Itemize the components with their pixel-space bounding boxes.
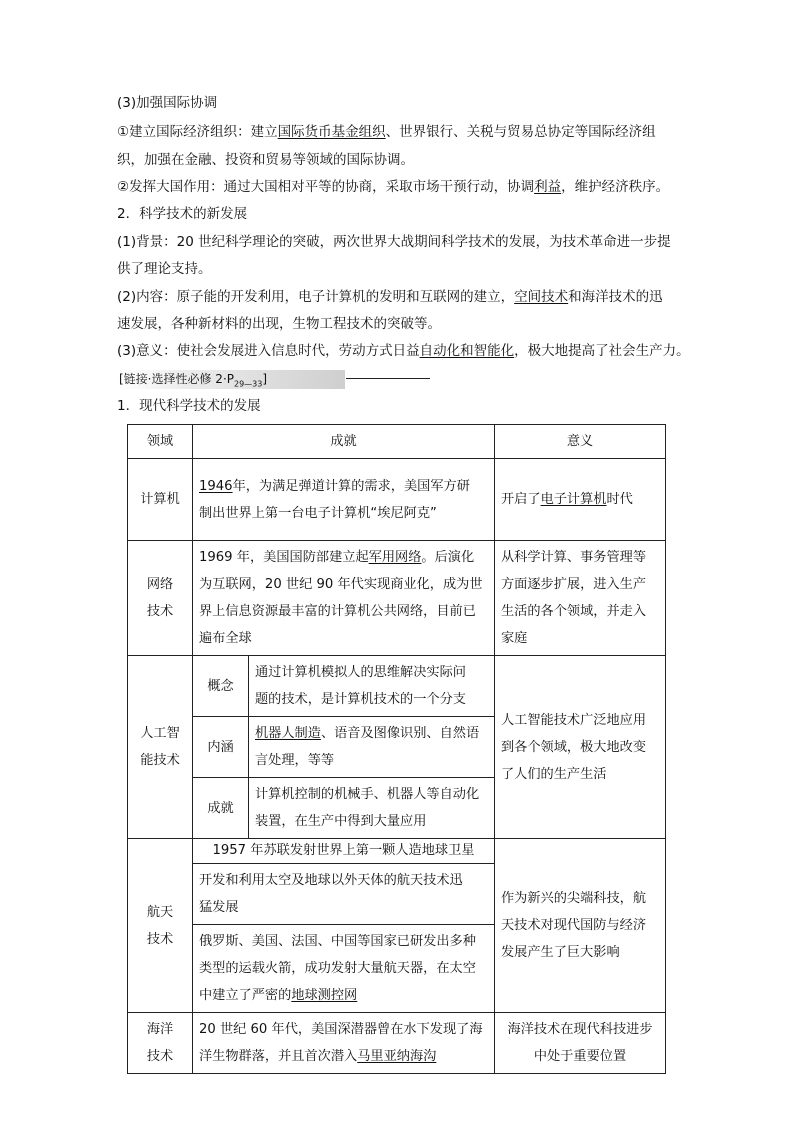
field-space — [128, 839, 193, 1013]
table-row-network — [128, 541, 666, 656]
text-run: 海洋技术在现代科技进步 — [507, 1022, 653, 1037]
field-ocean — [128, 1013, 193, 1074]
header-achievement: 成就 — [193, 425, 495, 459]
text-run: 界上信息资源最丰富的计算机公共网络，目前已 — [199, 604, 476, 619]
text-run: 通过计算机模拟人的思维解决实际问 — [255, 665, 466, 680]
section3-item1-line2: 织，加强在金融、投资和贸易等领域的国际协调。 — [117, 152, 414, 168]
section3-item2 — [117, 178, 669, 196]
section3-heading: (3)加强国际协调 — [117, 95, 218, 111]
underlined-term: 电子计算机 — [540, 492, 607, 507]
table-title: 1．现代科学技术的发展 — [117, 398, 261, 414]
text-run: 中建立了严密的 — [199, 988, 292, 1003]
text-run: 20 世纪 60 年代，美国深潜器曾在水下发现了海 — [199, 1022, 483, 1037]
space-achievement-3 — [193, 925, 495, 1013]
ai-concept-text — [249, 656, 495, 717]
underlined-term: 机器人制造 — [255, 726, 321, 741]
text-run: 方面逐步扩展，进入生产 — [501, 577, 647, 592]
text-run: 和海洋技术的迅 — [568, 289, 663, 305]
link-tag-text: [链接·选择性必修 2·P — [119, 372, 234, 386]
field-computer: 计算机 — [128, 459, 193, 541]
textbook-link-tag — [117, 370, 345, 389]
table-row-space-1 — [128, 839, 666, 864]
text-run: 为互联网，20 世纪 90 年代实现商业化，成为世 — [199, 577, 483, 592]
text-run: 人工智 — [140, 726, 180, 741]
text-run: 技术 — [146, 1049, 174, 1064]
ai-achievement-text — [249, 778, 495, 839]
header-significance: 意义 — [495, 425, 666, 459]
text-run: 中处于重要位置 — [533, 1049, 627, 1064]
text-run: 遍布全球 — [199, 631, 252, 646]
table-row-ai-concept — [128, 656, 666, 717]
header-field: 领域 — [128, 425, 193, 459]
text-run: 家庭 — [501, 631, 528, 646]
text-run: 洋生物群落，并且首次潜入 — [199, 1049, 358, 1064]
underlined-term: 空间技术 — [514, 289, 569, 305]
text-run: 制出世界上第一台电子计算机“埃尼阿克” — [199, 505, 437, 521]
table-row-ocean — [128, 1013, 666, 1074]
content-line1 — [117, 288, 663, 306]
background-line1: (1)背景：20 世纪科学理论的突破，两次世界大战期间科学技术的发展，为技术革命进一步提 — [117, 234, 671, 250]
text-run: 作为新兴的尖端科技，航 — [501, 891, 647, 906]
text-run: 天技术对现代国防与经济 — [501, 918, 647, 933]
text-run: 类型的运载火箭，成功发射大量航天器，在太空 — [199, 961, 476, 976]
text-run: 、语音及图像识别、自然语 — [320, 726, 480, 741]
field-network — [128, 541, 193, 656]
significance-computer — [495, 459, 666, 541]
text-run: 装置，在生产中得到大量应用 — [255, 814, 427, 829]
text-run: 从科学计算、事务管理等 — [501, 550, 647, 565]
text-run: 猛发展 — [199, 900, 239, 915]
text-run: (3)意义：使社会发展进入信息时代，劳动方式日益 — [117, 343, 420, 359]
text-run: 俄罗斯、美国、法国、中国等国家已研发出多种 — [199, 934, 476, 949]
text-run: 海洋 — [146, 1022, 174, 1037]
achievement-computer — [193, 459, 495, 541]
ai-concept-label: 概念 — [193, 656, 249, 717]
text-run: 开发和利用太空及地球以外天体的航天技术迅 — [199, 873, 463, 888]
text-run: ，维护经济秩序。 — [561, 179, 670, 195]
significance-line — [117, 342, 690, 360]
significance-ocean — [495, 1013, 666, 1074]
underlined-term: 自动化和智能化 — [419, 343, 515, 359]
significance-ai — [495, 656, 666, 839]
achievement-ocean — [193, 1013, 495, 1074]
science-heading: 2．科学技术的新发展 — [117, 206, 248, 222]
underlined-term: 马里亚纳海沟 — [357, 1049, 437, 1064]
field-ai — [128, 656, 193, 839]
text-run: 生活的各个领域，并走入 — [501, 604, 647, 619]
background-line2: 供了理论支持。 — [117, 261, 212, 277]
text-run: ①建立国际经济组织：建立 — [117, 124, 278, 140]
underlined-term: 1946 — [199, 478, 233, 494]
text-run: 到各个领域，极大地改变 — [501, 739, 647, 755]
tech-development-table — [127, 424, 666, 1074]
text-run: 、世界银行、关税与贸易总协定等国际经济组 — [385, 124, 656, 140]
ai-content-text — [249, 717, 495, 778]
ai-content-label: 内涵 — [193, 717, 249, 778]
text-run: 人工智能技术广泛地应用 — [501, 712, 647, 728]
text-run: 言处理，等等 — [255, 753, 335, 768]
text-run: 了人们的生产生活 — [501, 766, 607, 782]
text-run: 开启了 — [501, 492, 541, 507]
content-line2: 速发展，各种新材料的出现，生物工程技术的突破等。 — [117, 316, 441, 332]
text-run: 时代 — [606, 492, 633, 507]
text-run: 技术 — [146, 931, 174, 947]
underlined-term: 利益 — [534, 179, 562, 195]
text-run: 航天 — [146, 904, 174, 920]
underlined-term: 军用网络 — [368, 550, 422, 565]
text-run: 技术 — [146, 604, 174, 619]
text-run: 能技术 — [140, 753, 180, 768]
text-run: 。后演化 — [421, 550, 475, 565]
text-run: 网络 — [146, 577, 174, 592]
text-run: 年，为满足弹道计算的需求，美国军方研 — [232, 478, 470, 494]
space-achievement-1: 1957 年苏联发射世界上第一颗人造地球卫星 — [193, 839, 495, 864]
text-run: ②发挥大国作用：通过大国相对平等的协商，采取市场干预行动，协调 — [117, 179, 535, 195]
underlined-term: 地球测控网 — [291, 988, 358, 1003]
text-run: ，极大地提高了社会生产力。 — [514, 343, 690, 359]
text-run: 计算机控制的机械手、机器人等自动化 — [255, 787, 480, 802]
text-run: 1969 年，美国国防部建立起 — [199, 550, 369, 565]
section3-item1-line1 — [117, 123, 656, 141]
text-run: (2)内容：原子能的开发利用，电子计算机的发明和互联网的建立， — [117, 289, 515, 305]
space-achievement-2 — [193, 864, 495, 925]
significance-network — [495, 541, 666, 656]
text-run: 发展产生了巨大影响 — [501, 945, 620, 960]
table-header-row — [128, 425, 666, 459]
significance-space — [495, 839, 666, 1013]
achievement-network — [193, 541, 495, 656]
table-row-computer — [128, 459, 666, 541]
ai-achievement-label: 成就 — [193, 778, 249, 839]
underlined-term: 国际货币基金组织 — [277, 124, 386, 140]
text-run: 题的技术，是计算机技术的一个分支 — [255, 692, 466, 707]
link-tag-pages: 29—33 — [234, 379, 263, 389]
link-tag-close: ] — [262, 372, 268, 386]
link-rule-line — [346, 378, 430, 379]
